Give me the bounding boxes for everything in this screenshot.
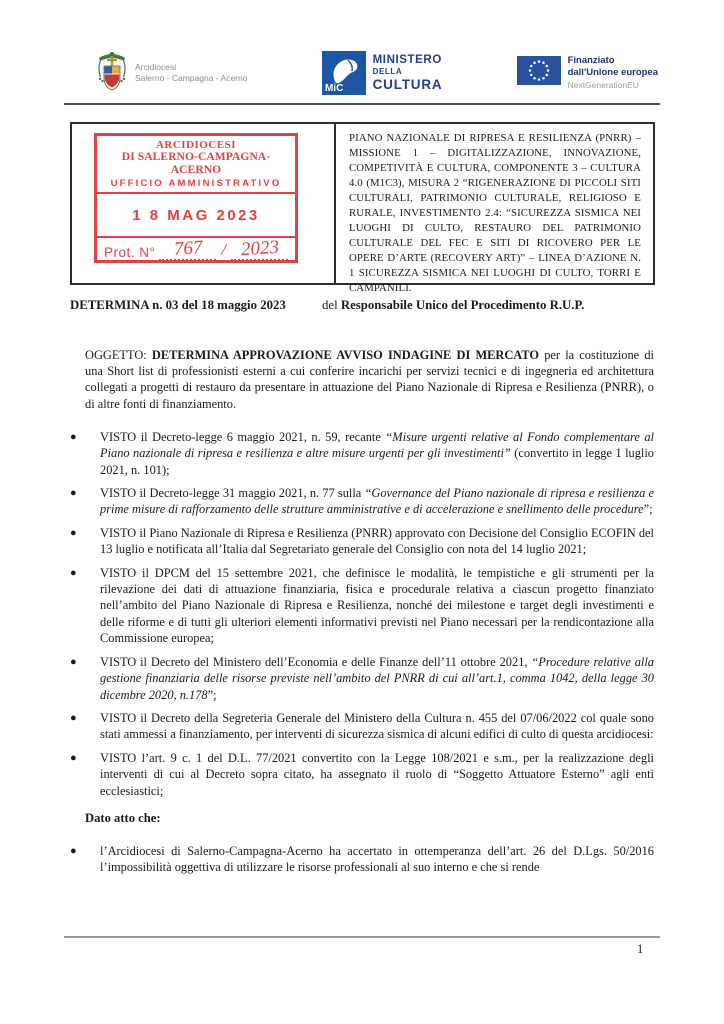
stamp-date: 1 8 MAG 2023 [97,194,295,238]
svg-text:MiC: MiC [324,83,343,94]
dato-atto-heading: Dato atto che: [85,810,161,825]
protocol-year-field [231,239,288,261]
diocese-logo-block [96,48,247,99]
bullet-marker: ● [70,526,77,539]
stamp-org-line3: UFFICIO AMMINISTRATIVO [110,177,282,189]
protocol-section [70,122,655,294]
diocese-name-line1: Arcidiocesi [135,61,177,72]
page-number: 1 [637,942,644,956]
mic-wordmark [373,55,443,91]
determina-line [70,298,654,316]
mic-logo-icon [322,51,366,95]
visto-item [70,750,654,799]
visto-item [70,485,654,518]
visto-item [70,654,654,703]
visto-item-text: VISTO il Piano Nazionale di Ripresa e Resilienza (PNRR) approvato con Decisione del Consiglio ECOFIN del 13 luglio e notificata all’Italia dal Segretariato generale del Consiglio con nota del 14 luglio 2021; [100,525,654,557]
protocol-year-handwritten: 2023 [239,237,280,261]
mic-wordmark-line3: CULTURA [372,76,443,92]
protocol-separator: / [221,240,227,260]
eu-funding-block [517,55,658,91]
stamp-org-line1: ARCIDIOCESI [155,139,237,151]
eu-funding-line3: NextGenerationEU [567,79,639,90]
mic-logo-block [322,51,443,95]
bullet-marker: ● [70,751,77,764]
eu-funding-line2: dall'Unione europea [567,67,658,79]
bullet-marker: ● [70,711,77,724]
stamp-org-line2: DI SALERNO-CAMPAGNA-ACERNO [121,151,271,177]
diocese-name [135,62,247,85]
protocol-number-label: Prot. N° [104,245,156,261]
header [96,44,658,102]
protocol-stamp-cell [72,124,334,283]
bullet-marker: ● [70,844,77,857]
bullet-marker: ● [70,566,77,579]
protocol-number-handwritten: 767 [172,237,203,261]
dato-atto-list [70,843,654,876]
document-body [70,298,654,883]
determina-connector: del [322,298,341,312]
visto-item [70,429,654,478]
determina-title: DETERMINA n. 03 del 18 maggio 2023 [70,298,286,312]
eu-flag-icon [517,56,561,90]
determina-responsible-line [322,298,584,313]
protocol-stamp [94,133,298,263]
visto-item-text: VISTO l’art. 9 c. 1 del D.L. 77/2021 convertito con la Legge 108/2021 e s.m., per la realizzazione degli interventi di cui al Decreto sopra citato, ha assegnato il ruolo di “Soggetto Attuatore Esterno” agli enti ecclesiastici; [100,750,654,798]
visto-item-text: VISTO il Decreto-legge 31 maggio 2021, n. 77 sulla “Governance del Piano nazionale di ripresa e resilienza e prime misure di rafforzamento delle strutture amministrative e di accelerazione e snellimento delle procedure”; [100,486,654,517]
pnrr-title-box: PIANO NAZIONALE DI RIPRESA E RESILIENZA (PNRR) – MISSIONE 1 – DIGITALIZZAZIONE, INNOVAZIONE, COMPETIVITÀ E CULTURA, COMPONENTE 3 – CULTURA 4.0 (M1C3), MISURA 2 “RIGENERAZIONE DI PICCOLI SITI CULTURALI, PATRIMONIO CULTURALE, RELIGIOSO E RURALE, INVESTIMENTO 2.4: “SICUREZZA SISMICA NEI LUOGHI DI CULTO, RESTAURO DEL PATRIMONIO CULTURALE DEL FEC E SITI DI RICOVERO PER LE OPERE D’ARTE (RECOVERY ART)” – LINEA D’AZIONE N. 1 SICUREZZA SISMICA NEI LUOGHI DI CULTO, TORRI E CAMPANILI. [334,124,653,283]
header-rule [64,103,660,105]
visto-item-text: VISTO il Decreto del Ministero dell’Economia e delle Finanze dell’11 ottobre 2021, “Procedure relative alla gestione finanziaria delle risorse previste nell’ambito del PNRR di cui all’art.1, comma 1042, della legge 30 dicembre 2020, n.178”; [100,654,655,702]
protocol-number-field [159,239,216,261]
visto-list [70,429,654,799]
eu-funding-text [568,55,658,91]
stamp-protocol-row [97,238,295,266]
mic-wordmark-line1: MINISTERO [372,54,442,66]
bullet-marker: ● [70,487,77,500]
visto-item-text: VISTO il Decreto della Segreteria Generale del Ministero della Cultura n. 455 del 07/06/2022 col quale sono stati ammessi a finanziamento, per interventi di sicurezza sismica di alcuni edifici di culto di questa arcidiocesi: [100,710,654,742]
oggetto-paragraph: OGGETTO: DETERMINA APPROVAZIONE AVVISO INDAGINE DI MERCATO per la costituzione di una Short list di professionisti esterni a cui conferire incarichi per servizi tecnici e di ingegneria ed architettura collegati a progetti di restauro da presentare in attuazione del Piano Nazionale di Ripresa e Resilienza (PNRR), o di altre fonti di finanziamento. [85,348,654,411]
diocese-name-line2: Salerno - Campagna - Acerno [135,73,248,83]
determina-responsible: Responsabile Unico del Procedimento R.U.P. [340,298,585,312]
visto-item-text: VISTO il Decreto-legge 6 maggio 2021, n. 59, recante “Misure urgenti relative al Fondo complementare al Piano nazionale di ripresa e resilienza e altre misure urgenti per gli investimenti” (convertito in legge 1 luglio 2021, n. 101); [100,429,654,477]
dato-atto-item-text: l’Arcidiocesi di Salerno-Campagna-Acerno ha accertato in ottemperanza dell’art. 26 del D.Lgs. 50/2016 l’impossibilità oggettiva di utilizzare le risorse professionali al suo interno e che si rende [100,843,654,875]
stamp-organization [97,136,295,194]
visto-item-text: VISTO il DPCM del 15 settembre 2021, che definisce le modalità, le tempistiche e gli strumenti per la rilevazione dei dati di attuazione finanziaria, fisica e procedurale relativa a ciascun progetto finanziato nell’ambito del Piano Nazionale di Ripresa e Resilienza, nonché dei milestone e target degli investimenti e delle riforme e di tutti gli ulteriori elementi informativi previsti nel Piano necessari per la rendicontazione alla Commissione europea; [100,565,654,646]
bullet-marker: ● [70,655,77,668]
visto-item [70,525,654,558]
eu-funding-line1: Finanziato [567,55,615,67]
dato-atto-item [70,843,654,876]
visto-item [70,710,654,743]
visto-item [70,565,654,647]
footer-rule [64,936,660,938]
mic-wordmark-line2: DELLA [372,67,403,76]
bullet-marker: ● [70,430,77,443]
diocese-crest-icon [96,48,128,99]
